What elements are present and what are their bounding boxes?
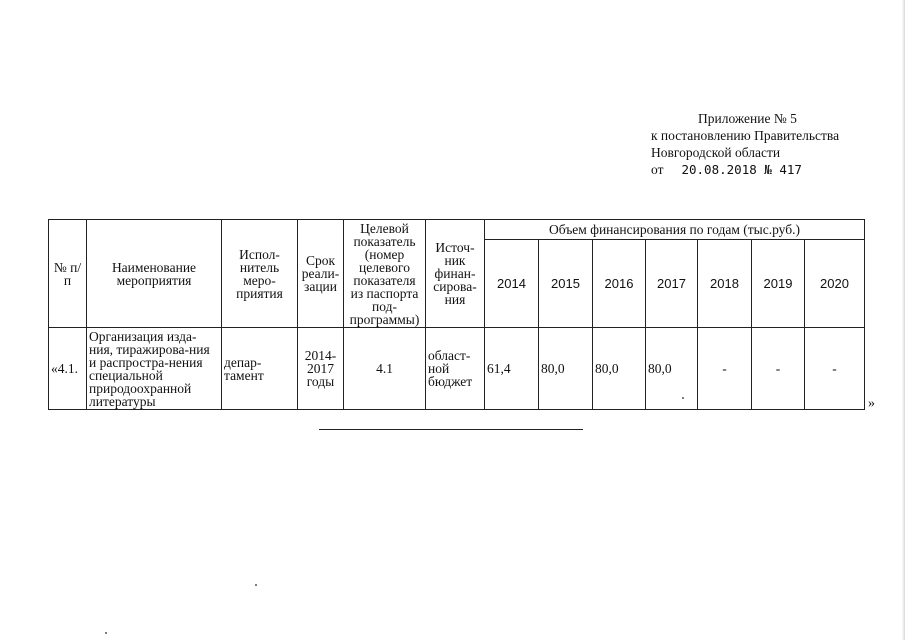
funding-table <box>48 219 865 410</box>
cell-value: - <box>805 328 865 410</box>
scan-speck <box>105 632 107 634</box>
header-term: Срок реали-зации <box>298 220 344 328</box>
table-row <box>49 328 865 410</box>
appendix-resolution-line: к постановлению Правительства <box>651 128 840 143</box>
cell-value: 80,0 <box>539 328 593 410</box>
scan-speck <box>682 397 684 399</box>
closing-quote: » <box>868 396 875 411</box>
header-year: 2019 <box>752 240 805 328</box>
header-year: 2017 <box>646 240 698 328</box>
cell-value: - <box>752 328 805 410</box>
header-name: Наименование мероприятия <box>87 220 222 328</box>
cell-name: Организация изда-ния, тиражирова-ния и распростра-нения специальной природоохранной литературы <box>87 328 222 410</box>
header-year: 2020 <box>805 240 865 328</box>
table-header-row <box>49 220 865 240</box>
cell-target: 4.1 <box>344 328 426 410</box>
scan-speck <box>255 584 257 586</box>
cell-source: област-ной бюджет <box>426 328 485 410</box>
header-num: № п/п <box>49 220 87 328</box>
appendix-date-prefix: от <box>651 162 664 177</box>
header-funding-group: Объем финансирования по годам (тыс.руб.) <box>485 220 865 240</box>
header-source: Источ-ник финан-сирова-ния <box>426 220 485 328</box>
header-year: 2018 <box>698 240 752 328</box>
cell-value: 80,0 <box>646 328 698 410</box>
cell-executor: депар-тамент <box>222 328 298 410</box>
appendix-title: Приложение № 5 <box>698 111 797 126</box>
cell-value: 80,0 <box>593 328 646 410</box>
header-executor: Испол-нитель меро-приятия <box>222 220 298 328</box>
cell-value: 61,4 <box>485 328 539 410</box>
header-year: 2016 <box>593 240 646 328</box>
cell-num: «4.1. <box>49 328 87 410</box>
appendix-region-line: Новгородской области <box>651 145 781 160</box>
cell-term: 2014-2017 годы <box>298 328 344 410</box>
header-target: Целевой показатель (номер целевого показателя из паспорта под-программы) <box>344 220 426 328</box>
appendix-header <box>651 110 839 178</box>
cell-value: - <box>698 328 752 410</box>
appendix-date-line <box>651 161 839 178</box>
header-year: 2014 <box>485 240 539 328</box>
end-rule <box>319 429 583 430</box>
appendix-date-number: 20.08.2018 № 417 <box>681 162 802 177</box>
header-year: 2015 <box>539 240 593 328</box>
